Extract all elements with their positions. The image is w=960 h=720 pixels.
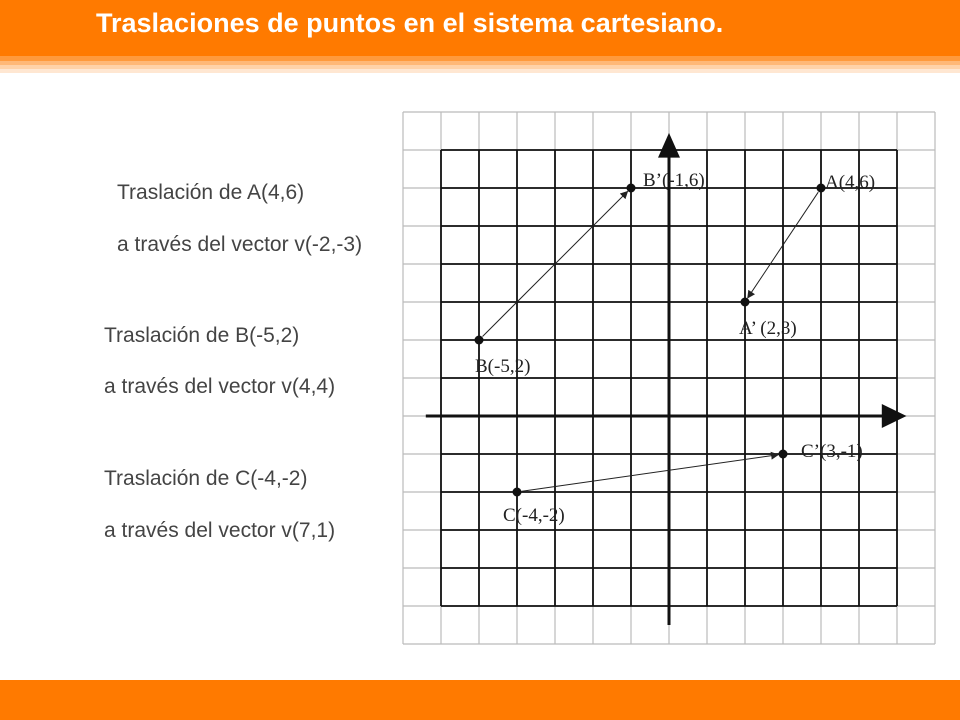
translation-a-heading: Traslación de A(4,6) [117,181,305,204]
vector-c [522,455,778,492]
point-c-prime [779,450,788,459]
translation-b-heading: Traslación de B(-5,2) [104,324,300,347]
translation-vectors [483,192,819,492]
label-b: B(-5,2) [475,356,531,377]
translation-c-heading: Traslación de C(-4,-2) [104,467,308,490]
label-b-prime: B’(-1,6) [643,170,705,191]
label-c-prime: C’(3,-1) [801,441,863,462]
axes [426,133,907,625]
point-b [475,336,484,345]
y-axis-arrow [658,133,680,158]
slide-title: Traslaciones de puntos en el sistema cartesiano. [96,8,724,38]
x-axis-arrow [882,404,907,428]
point-b-prime [627,184,636,193]
label-c: C(-4,-2) [503,505,565,526]
point-labels [475,170,875,526]
label-a: A(4,6) [825,172,876,193]
translation-c-vector: a través del vector v(7,1) [104,519,336,542]
footer-bar [0,680,960,720]
translation-a-vector: a través del vector v(-2,-3) [117,233,363,256]
translation-b-vector: a través del vector v(4,4) [104,375,336,398]
point-a-prime [741,298,750,307]
point-c [513,488,522,497]
label-a-prime: A’ (2,3) [739,318,797,339]
